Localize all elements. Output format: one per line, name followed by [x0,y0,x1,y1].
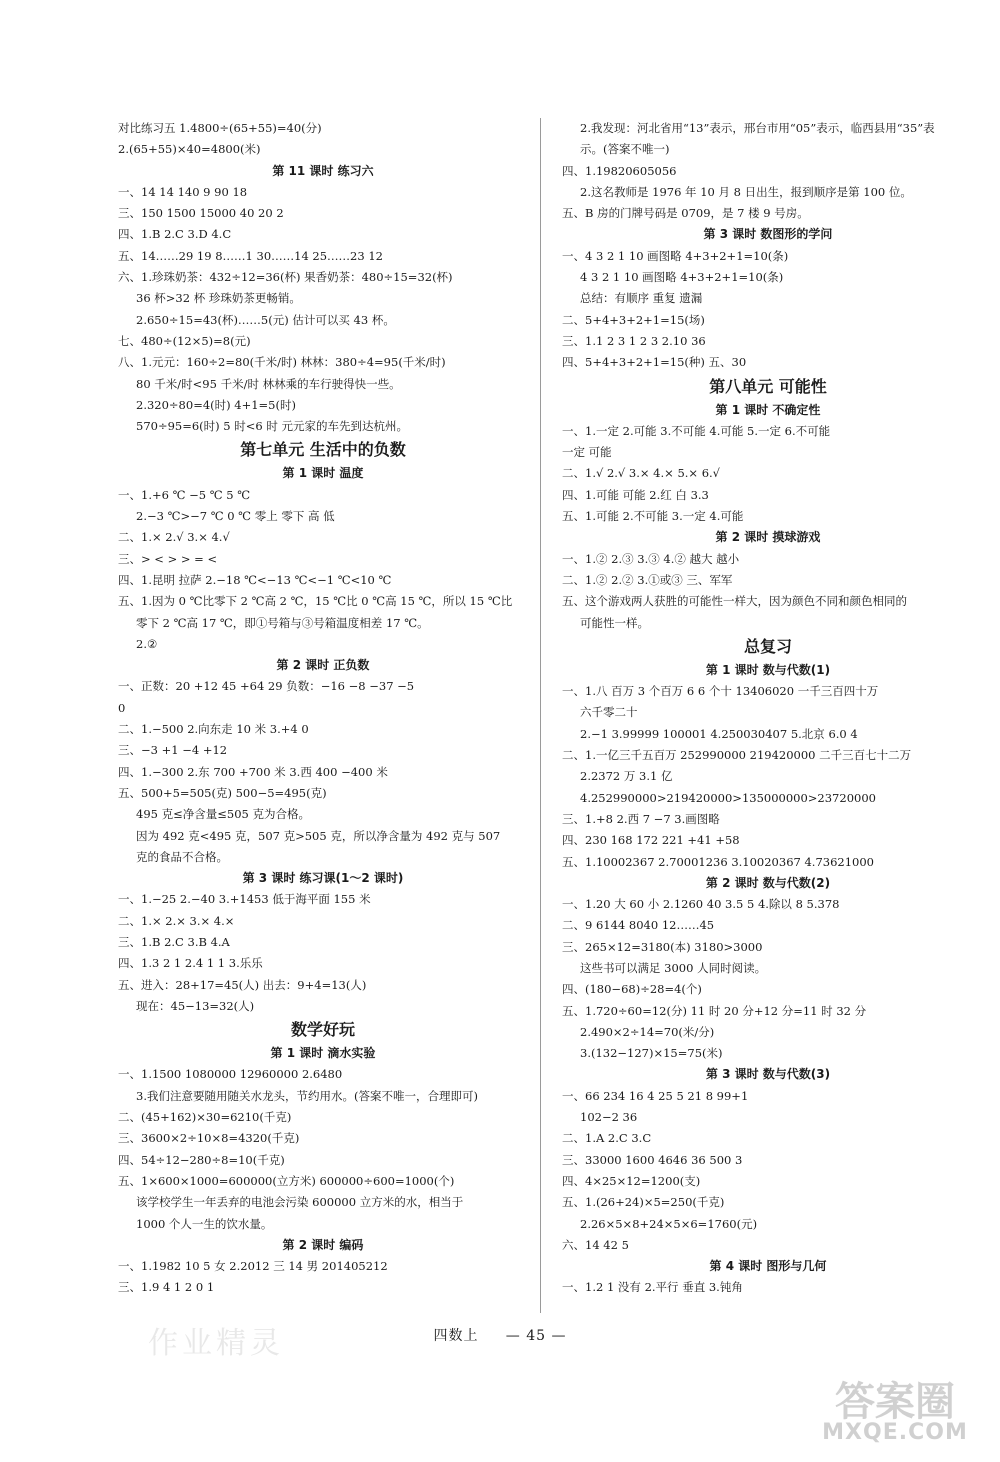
answer-line: 八、1.元元：160÷2=80(千米/时) 林林：380÷4=95(千米/时) [118,355,446,370]
answer-line: 四、1.19820605056 [562,163,677,178]
answer-line: 三、33000 1600 4646 36 500 3 [562,1152,743,1167]
answer-line: 2.26×5×8+24×5×6=1760(元) [580,1216,758,1231]
answer-line: 五、1.因为 0 ℃比零下 2 ℃高 2 ℃，15 ℃比 0 ℃高 15 ℃，所以 15 ℃比 [118,594,513,609]
answer-line: 对比练习五 1.4800÷(65+55)=40(分) [118,121,322,135]
answer-line: 四、(180−68)÷28=4(个) [562,982,702,997]
answer-line: 一、1.1982 10 5 女 2.2012 三 14 男 201405212 [118,1259,388,1274]
answer-line: 二、1.一亿三千五百万 252990000 219420000 二千三百七十二万 [562,748,912,763]
lesson-heading: 第 2 课时 编码 [282,1237,364,1252]
answer-line: 一、1.20 大 60 小 2.1260 40 3.5 5 4.除以 8 5.378 [562,897,840,912]
answer-line: 二、1.√ 2.√ 3.× 4.× 5.× 6.√ [562,466,721,481]
answer-line: 二、1.× 2.√ 3.× 4.√ [118,530,230,545]
left-column [118,118,528,1299]
lesson-heading: 第 11 课时 练习六 [272,163,374,178]
answer-line: 三、1.1 2 3 1 2 3 2.10 36 [562,333,706,348]
answer-line: 2.(65+55)×40=4800(米) [118,142,261,157]
answer-line: 三、1.9 4 1 2 0 1 [118,1280,215,1295]
answer-line: 零下 2 ℃高 17 ℃，即①号箱与③号箱温度相差 17 ℃。 [136,615,429,630]
lesson-heading: 第 1 课时 滴水实验 [270,1046,376,1061]
unit-heading: 第七单元 生活中的负数 [240,440,406,460]
answer-line: 六千零二十 [580,705,638,720]
answer-line: 克的食品不合格。 [136,849,228,864]
answer-line: 36 杯>32 杯 珍珠奶茶更畅销。 [136,291,301,306]
answer-line: 五、B 房的门牌号码是 0709，是 7 楼 9 号房。 [562,206,809,221]
page-footer [0,1325,1000,1345]
answer-line: 五、500+5=505(克) 500−5=495(克) [118,785,327,800]
watermark-logo [800,1370,990,1450]
answer-line: 二、1.② 2.② 3.①或③ 三、军军 [562,572,733,587]
answer-line: 一、1.+6 ℃ −5 ℃ 5 ℃ [118,487,251,502]
answer-line: 2.−1 3.99999 100001 4.250030407 5.北京 6.0 4 [580,726,858,741]
page-number: — 45 — [505,1328,567,1344]
answer-line: 四、4×25×12=1200(支) [562,1173,701,1188]
answer-line: 102−2 36 [580,1110,638,1125]
answer-line: 2.2372 万 3.1 亿 [580,769,673,784]
answer-line: 一、1.1500 1080000 12960000 2.6480 [118,1067,343,1082]
answer-line: 一、66 234 16 4 25 5 21 8 99+1 [562,1088,749,1103]
answer-line: 这些书可以满足 3000 人同时阅读。 [580,960,767,975]
answer-line: 四、5+4+3+2+1=15(种) 五、30 [562,355,747,370]
answer-line: 2.这名教师是 1976 年 10 月 8 日出生，报到顺序是第 100 位。 [580,184,912,199]
lesson-heading: 第 4 课时 图形与几何 [709,1259,827,1274]
lesson-heading: 第 1 课时 数与代数(1) [705,662,831,677]
answer-line: 七、480÷(12×5)=8(元) [118,333,251,348]
answer-line: 六、14 42 5 [562,1237,629,1252]
answer-line: 80 千米/时<95 千米/时 林林乘的车行驶得快一些。 [136,376,401,391]
answer-line: 4.252990000>219420000>135000000>23720000 [580,790,876,805]
watermark-url: MXQE.COM [822,1420,968,1445]
answer-line: 二、1.A 2.C 3.C [562,1131,652,1146]
answer-line: 四、1.3 2 1 2.4 1 1 3.乐乐 [118,956,263,971]
answer-line: 五、1.720÷60=12(分) 11 时 20 分+12 分=11 时 32 分 [562,1003,867,1018]
lesson-heading: 第 2 课时 数与代数(2) [705,875,831,890]
watermark-logo-text: 答案圈 [835,1379,955,1425]
answer-line: 4 3 2 1 10 画图略 4+3+2+1=10(条) [580,270,784,285]
answer-line: 2.② [136,636,158,651]
answer-line: 二、5+4+3+2+1=15(场) [562,312,705,327]
answer-line: 该学校学生一年丢弃的电池会污染 600000 立方米的水，相当于 [136,1195,464,1210]
answer-line: 六、1.珍珠奶茶：432÷12=36(杯) 果香奶茶：480÷15=32(杯) [118,270,453,285]
answer-line: 二、1.× 2.× 3.× 4.× [118,913,235,928]
answer-line: 四、54÷12−280÷8=10(千克) [118,1152,285,1167]
unit-heading: 数学好玩 [290,1020,355,1040]
answer-line: 五、进入：28+17=45(人) 出去：9+4=13(人) [118,977,367,992]
lesson-heading: 第 1 课时 温度 [282,466,364,481]
answer-line: 五、1.(26+24)×5=250(千克) [562,1195,725,1210]
answer-line: 2.−3 ℃>−7 ℃ 0 ℃ 零上 零下 高 低 [136,509,335,524]
answer-line: 示。(答案不唯一) [580,142,670,157]
footer-label: 四数上 [433,1328,479,1344]
answer-line: 四、1.可能 可能 2.红 白 3.3 [562,487,709,502]
answer-line: 2.650÷15=43(杯)……5(元) 估计可以买 43 杯。 [136,312,395,327]
answer-line: 3.我们注意要随用随关水龙头，节约用水。(答案不唯一，合理即可) [136,1088,478,1103]
answer-line: 因为 492 克<495 克，507 克>505 克，所以净含量为 492 克与 507 [136,828,501,843]
answer-line: 一、1.一定 2.可能 3.不可能 4.可能 5.一定 6.不可能 [562,423,831,438]
answer-line: 一、1.八 百万 3 个百万 6 6 个十 13406020 一千三百四十万 [562,684,879,699]
answer-line: 四、1.B 2.C 3.D 4.C [118,227,232,242]
answer-line: 五、1.10002367 2.70001236 3.10020367 4.73621000 [562,854,874,869]
answer-line: 一、1.② 2.③ 3.③ 4.② 越大 越小 [562,551,740,566]
answer-line: 二、9 6144 8040 12……45 [562,918,715,933]
answer-line: 四、1.昆明 拉萨 2.−18 ℃<−13 ℃<−1 ℃<10 ℃ [118,572,392,587]
lesson-heading: 第 3 课时 数与代数(3) [705,1067,831,1082]
right-column [562,118,974,1299]
answer-line: 二、1.−500 2.向东走 10 米 3.+4 0 [118,722,309,737]
unit-heading: 总复习 [743,636,792,656]
answer-line: 一、1.−25 2.−40 3.+1453 低于海平面 155 米 [118,892,371,907]
answer-line: 0 [118,700,126,715]
answer-line: 三、265×12=3180(本) 3180>3000 [562,939,763,954]
answer-line: 五、这个游戏两人获胜的可能性一样大，因为颜色不同和颜色相同的 [562,594,907,609]
answer-line: 总结：有顺序 重复 遗漏 [580,291,703,306]
lesson-heading: 第 3 课时 练习课(1～2 课时) [242,871,404,886]
answer-line: 五、1×600×1000=600000(立方米) 600000÷600=1000(个) [118,1173,455,1188]
answer-line: 可能性一样。 [580,615,649,630]
answer-line: 1000 个人一生的饮水量。 [136,1216,273,1231]
answer-line: 四、1.−300 2.东 700 +700 米 3.西 400 −400 米 [118,764,388,779]
answer-line: 现在：45−13=32(人) [136,998,255,1013]
watermark-left: 作业精灵 [148,1326,284,1361]
answer-line: 一、1.2 1 没有 2.平行 垂直 3.钝角 [562,1280,743,1295]
answer-line: 三、3600×2÷10×8=4320(千克) [118,1131,300,1146]
answer-line: 五、1.可能 2.不可能 3.一定 4.可能 [562,509,744,524]
answer-line: 一、4 3 2 1 10 画图略 4+3+2+1=10(条) [562,248,789,263]
answer-line: 五、14……29 19 8……1 30……14 25……23 12 [118,248,383,263]
unit-heading: 第八单元 可能性 [709,376,827,396]
answer-line: 495 克≤净含量≤505 克为合格。 [136,807,310,822]
lesson-heading: 第 3 课时 数图形的学问 [703,227,833,242]
answer-line: 570÷95=6(时) 5 时<6 时 元元家的车先到达杭州。 [136,419,409,434]
answer-line: 三、1.B 2.C 3.B 4.A [118,934,230,949]
lesson-heading: 第 1 课时 不确定性 [715,402,821,417]
column-divider [540,118,541,1313]
answer-line: 一、14 14 140 9 90 18 [118,184,248,199]
answer-line: 三、150 1500 15000 40 20 2 [118,206,284,221]
answer-line: 三、1.+8 2.西 7 −7 3.画图略 [562,811,720,826]
answer-line: 2.320÷80=4(时) 4+1=5(时) [136,397,296,412]
answer-line: 2.我发现：河北省用“13”表示，邢台市用“05”表示，临西县用“35”表 [580,121,935,135]
lesson-heading: 第 2 课时 正负数 [276,658,370,673]
answer-line: 三、> < > > = < [118,551,218,566]
answer-line: 一、正数：20 +12 45 +64 29 负数：−16 −8 −37 −5 [118,679,415,694]
answer-line: 2.490×2÷14=70(米/分) [580,1024,715,1039]
lesson-heading: 第 2 课时 摸球游戏 [715,530,821,545]
answer-line: 四、230 168 172 221 +41 +58 [562,833,740,848]
answer-line: 三、−3 +1 −4 +12 [118,743,228,758]
answer-line: 一定 可能 [562,445,612,460]
answer-line: 二、(45+162)×30=6210(千克) [118,1110,292,1125]
answer-line: 3.(132−127)×15=75(米) [580,1046,723,1061]
